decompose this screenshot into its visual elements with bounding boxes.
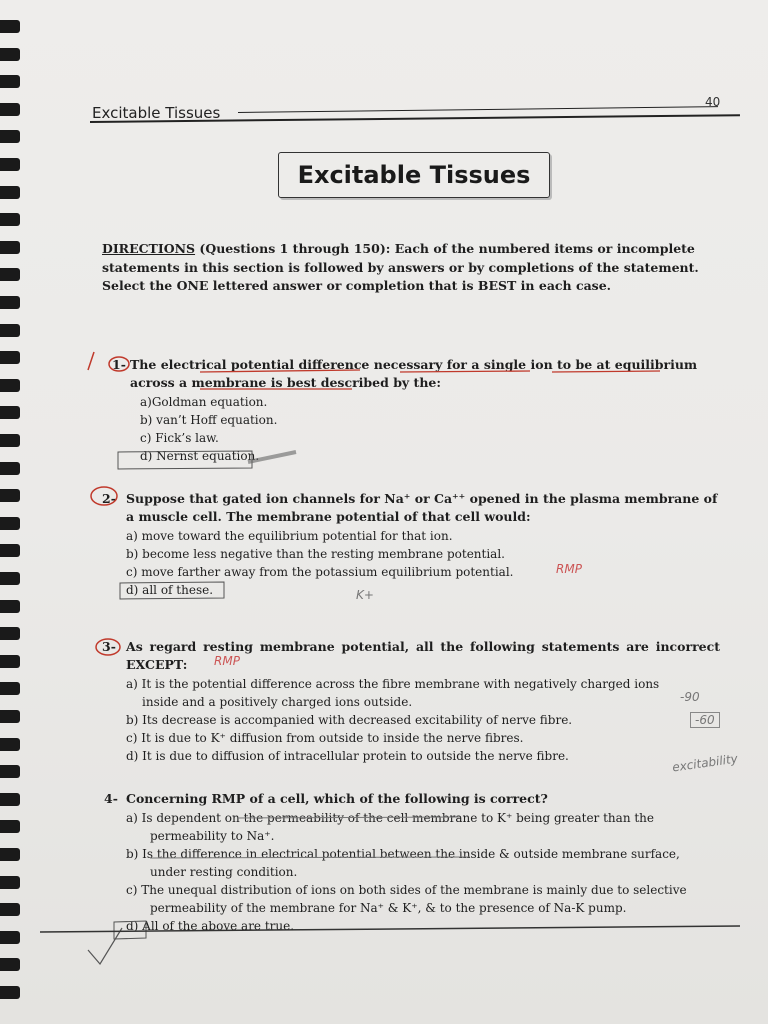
annotation-minus-90: -90 — [680, 690, 700, 704]
spiral-coil — [0, 627, 20, 640]
spiral-coil — [0, 572, 20, 585]
question-number: 2- — [102, 491, 116, 506]
question-stem: The electrical potential difference necessary for a single ion to be at equilibrium across a membrane is best described by the: — [130, 357, 698, 390]
spiral-coil — [0, 876, 20, 889]
option-d: d) all of these. — [126, 583, 214, 597]
spiral-coil — [0, 434, 20, 447]
question-stem: Suppose that gated ion channels for Na⁺ or Ca⁺⁺ opened in the plasma membrane of a muscle cell. The membrane potential of that cell would: — [126, 491, 718, 524]
option-c: c) Fick’s law. — [140, 431, 219, 445]
spiral-coil — [0, 544, 20, 557]
spiral-coil — [0, 186, 20, 199]
option-b: b) Its decrease is accompanied with decreased excitability of nerve fibre. — [126, 713, 573, 727]
spiral-coil — [0, 600, 20, 613]
question-1 — [112, 356, 722, 465]
spiral-coil — [0, 48, 20, 61]
spiral-coil — [0, 75, 20, 88]
option-a: a)Goldman equation. — [140, 395, 268, 409]
annotation-minus-60: -60 — [690, 712, 720, 728]
spiral-coil — [0, 655, 20, 668]
spiral-binding — [0, 20, 22, 1020]
spiral-coil — [0, 489, 20, 502]
spiral-coil — [0, 793, 20, 806]
spiral-coil — [0, 296, 20, 309]
annotation-excitability: excitability — [671, 751, 739, 775]
section-title: Excitable Tissues — [297, 161, 531, 189]
question-3 — [102, 638, 722, 765]
annotation-k-plus: K+ — [356, 588, 374, 602]
option-c: c) move farther away from the potassium equilibrium potential. — [126, 565, 514, 579]
option-b: b) van’t Hoff equation. — [140, 413, 278, 427]
spiral-coil — [0, 820, 20, 833]
spiral-coil — [0, 103, 20, 116]
question-stem: Concerning RMP of a cell, which of the following is correct? — [126, 791, 548, 806]
spiral-coil — [0, 710, 20, 723]
spiral-coil — [0, 931, 20, 944]
directions-lead: DIRECTIONS — [102, 241, 196, 256]
directions-text: (Questions 1 through 150): Each of the numbered items or incomplete statements in this section is followed by answers or by completions of the statement. Select the ONE lettered answer or completion that is BEST in each case. — [102, 241, 699, 293]
directions-paragraph — [102, 240, 722, 296]
spiral-coil — [0, 324, 20, 337]
spiral-coil — [0, 351, 20, 364]
annotation-rmp-q2: RMP — [556, 562, 582, 576]
question-4 — [104, 790, 714, 935]
option-a: a) move toward the equilibrium potential for that ion. — [126, 529, 453, 543]
annotation-rmp-q3: RMP — [214, 654, 240, 668]
option-b: b) become less negative than the resting membrane potential. — [126, 547, 505, 561]
question-2 — [102, 490, 722, 599]
spiral-coil — [0, 20, 20, 33]
spiral-coil — [0, 738, 20, 751]
spiral-coil — [0, 241, 20, 254]
check-mark-q1 — [88, 352, 94, 370]
spiral-coil — [0, 958, 20, 971]
section-title-box — [278, 152, 550, 198]
option-c: c) It is due to K⁺ diffusion from outside to inside the nerve fibres. — [126, 731, 524, 745]
spiral-coil — [0, 130, 20, 143]
option-b: b) Is the difference in electrical potential between the inside & outside membrane surface, under resting condition. — [126, 847, 680, 879]
option-d: d) It is due to diffusion of intracellular protein to outside the nerve fibre. — [126, 749, 569, 763]
question-number: 1- — [112, 357, 126, 372]
spiral-coil — [0, 406, 20, 419]
option-d: d) All of the above are true. — [126, 919, 295, 933]
option-d: d) Nernst equation. — [140, 449, 260, 463]
spiral-coil — [0, 213, 20, 226]
question-number: 3- — [102, 639, 116, 654]
spiral-coil — [0, 986, 20, 999]
running-header-title: Excitable Tissues — [92, 104, 221, 122]
spiral-coil — [0, 268, 20, 281]
page-number: 40 — [705, 95, 721, 109]
spiral-coil — [0, 158, 20, 171]
spiral-coil — [0, 682, 20, 695]
spiral-coil — [0, 517, 20, 530]
option-a: a) Is dependent on the permeability of the cell membrane to K⁺ being greater than the permeability to Na⁺. — [126, 811, 655, 843]
header-rule-thin — [238, 106, 718, 113]
spiral-coil — [0, 462, 20, 475]
option-c: c) The unequal distribution of ions on both sides of the membrane is mainly due to selective permeability of the membrane for Na⁺ & K⁺, & to the presence of Na-K pump. — [126, 883, 687, 915]
spiral-coil — [0, 848, 20, 861]
spiral-coil — [0, 765, 20, 778]
question-number: 4- — [104, 791, 118, 806]
question-stem: As regard resting membrane potential, all the following statements are incorrect EXCEPT: — [126, 639, 720, 672]
spiral-coil — [0, 379, 20, 392]
spiral-coil — [0, 903, 20, 916]
option-a: a) It is the potential difference across the fibre membrane with negatively charged ions inside and a positively charged ions outside. — [126, 677, 660, 709]
